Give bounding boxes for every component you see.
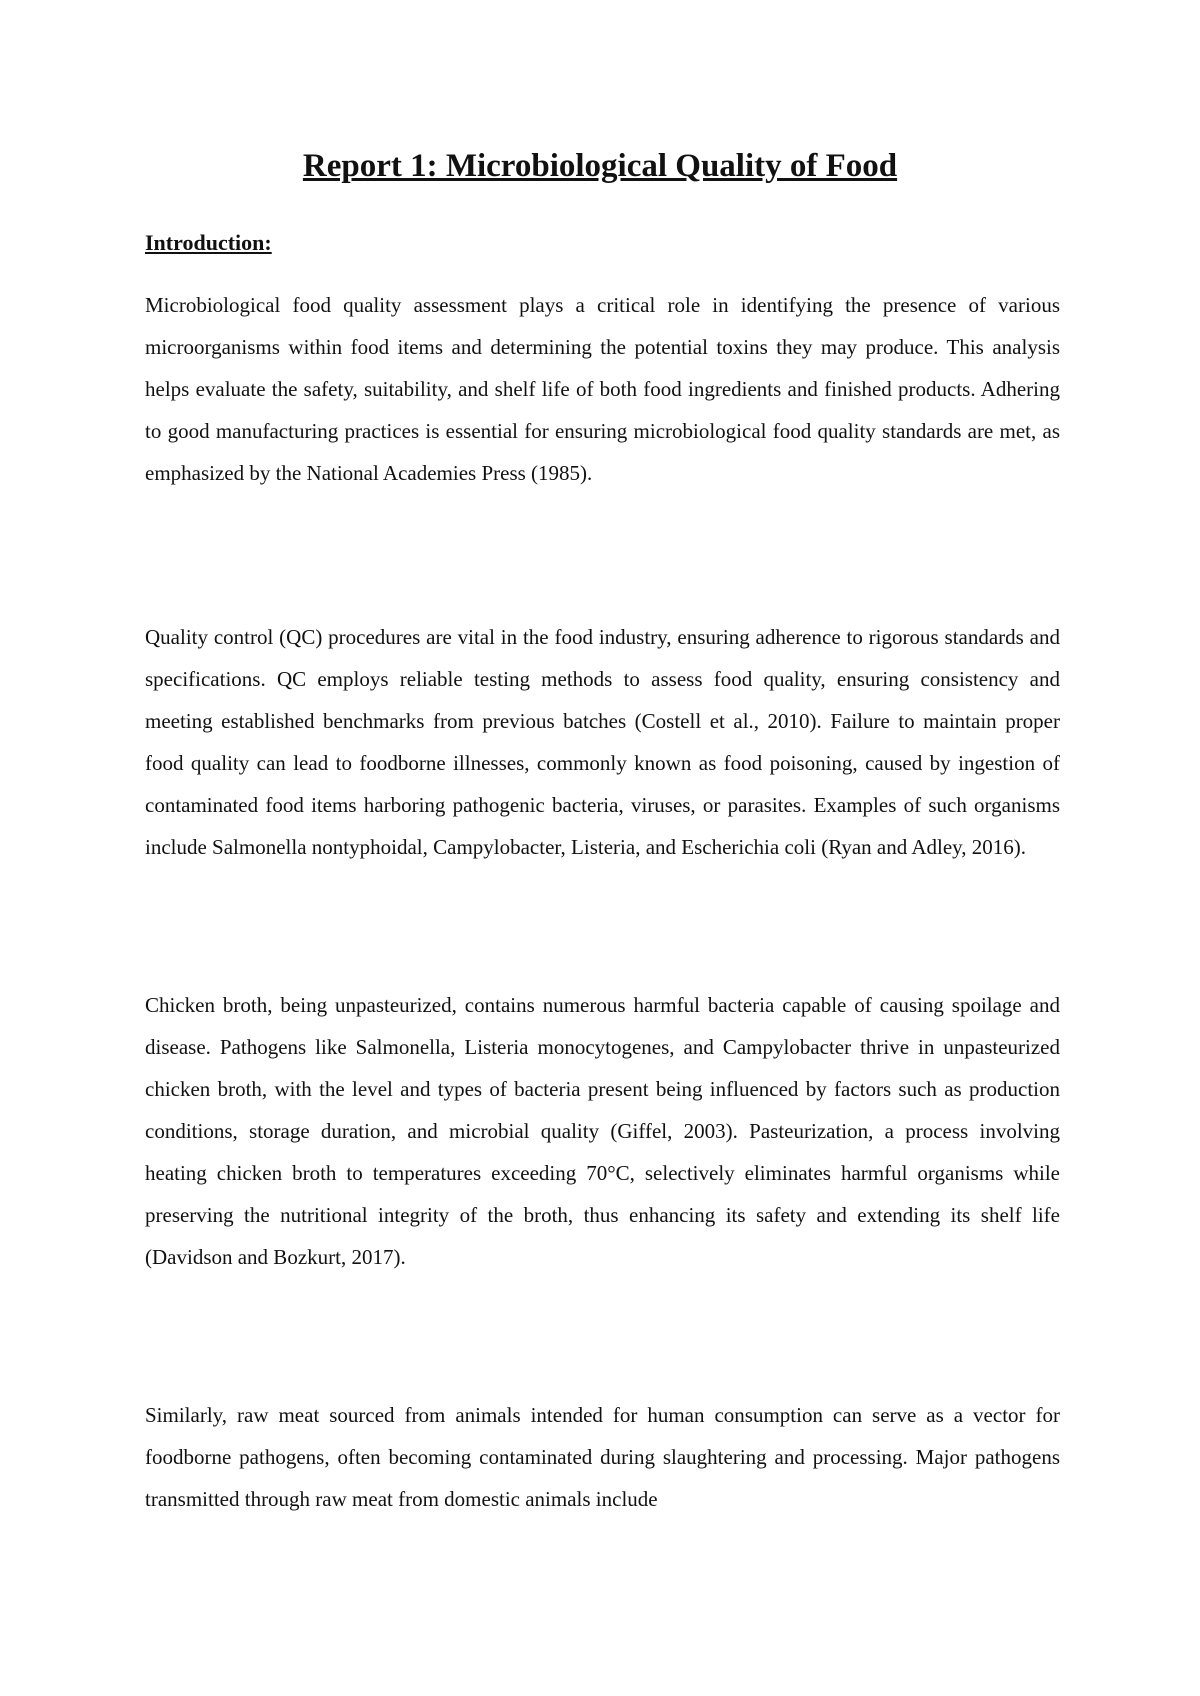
document-title: Report 1: Microbiological Quality of Food (302, 148, 898, 184)
paragraph-quality-control: Quality control (QC) procedures are vital in the food industry, ensuring adherence to rigorous standards and specifications. QC employs reliable testing methods to assess food quality, ensuring consistency and meeting established benchmarks from previous batches (Costell et al., 2010). Failure to maintain proper food quality can lead to foodborne illnesses, commonly known as food poisoning, caused by ingestion of contaminated food items harboring pathogenic bacteria, viruses, or parasites. Examples of such organisms include Salmonella nontyphoidal, Campylobacter, Listeria, and Escherichia coli (Ryan and Adley, 2016). (145, 625, 1060, 859)
paragraph-microbiological-assessment: Microbiological food quality assessment plays a critical role in identifying the presence of various microorganisms within food items and determining the potential toxins they may produce. This analysis helps evaluate the safety, suitability, and shelf life of both food ingredients and finished products. Adhering to good manufacturing practices is essential for ensuring microbiological food quality standards are met, as emphasized by the National Academies Press (1985). (145, 293, 1060, 485)
paragraph-raw-meat: Similarly, raw meat sourced from animals intended for human consumption can serve as a vector for foodborne pathogens, often becoming contaminated during slaughtering and processing. Major pathogens transmitted through raw meat from domestic animals include (145, 1403, 1060, 1511)
section-heading-introduction: Introduction: (145, 230, 272, 255)
paragraph-chicken-broth: Chicken broth, being unpasteurized, contains numerous harmful bacteria capable of causing spoilage and disease. Pathogens like Salmonella, Listeria monocytogenes, and Campylobacter thrive in unpasteurized chicken broth, with the level and types of bacteria present being influenced by factors such as production conditions, storage duration, and microbial quality (Giffel, 2003). Pasteurization, a process involving heating chicken broth to temperatures exceeding 70°C, selectively eliminates harmful organisms while preserving the nutritional integrity of the broth, thus enhancing its safety and extending its shelf life (Davidson and Bozkurt, 2017). (145, 993, 1060, 1269)
